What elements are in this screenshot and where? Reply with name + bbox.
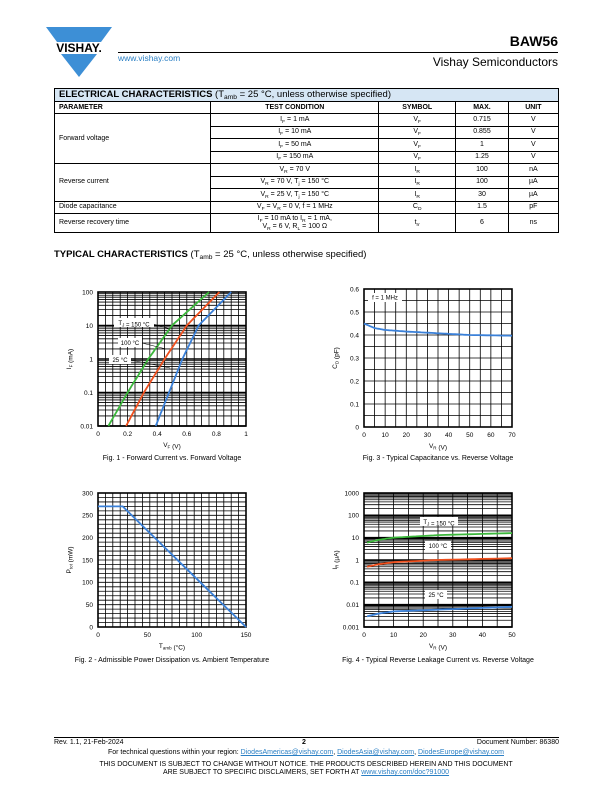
y-tick-label: 0.1 [349, 401, 359, 409]
x-tick-label: 30 [449, 632, 457, 639]
column-header: TEST CONDITION [211, 102, 379, 114]
max-cell: 100 [456, 164, 508, 177]
symbol-cell: $V_F$ [379, 151, 456, 164]
y-tick-label: 0 [355, 424, 359, 432]
symbol-cell: $I_R$ [379, 176, 456, 189]
series-label: 25 °C [428, 592, 444, 599]
condition-cell: $I_F = 50$ mA [211, 139, 379, 152]
leader-line [142, 343, 166, 349]
series-label: $T_J = 150$ °C [118, 320, 150, 329]
max-cell: 30 [456, 189, 508, 202]
annotation-text: f = 1 MHz [372, 295, 398, 302]
condition-cell: $V_R = 70$ V [211, 164, 379, 177]
email-americas-link[interactable]: DiodesAmericas@vishay.com [240, 749, 334, 756]
column-header: UNIT [508, 102, 558, 114]
y-tick-label: 0.4 [349, 332, 359, 340]
y-tick-label: 0.6 [349, 286, 359, 294]
column-header: MAX. [456, 102, 508, 114]
fig4-chart [332, 490, 516, 651]
max-cell: 1.25 [456, 151, 508, 164]
y-tick-label: 0 [89, 624, 93, 632]
y-axis-label: $I_R$ (µA) [332, 550, 341, 570]
series-label: 100 °C [428, 543, 448, 550]
footer-divider [54, 737, 559, 738]
condition-cell: $V_R = 25$ V, $T_j = 150$ °C [211, 189, 379, 202]
max-cell: 0.855 [456, 126, 508, 139]
symbol-cell: $C_D$ [379, 201, 456, 214]
x-tick-label: 0.6 [182, 431, 192, 438]
x-axis-label: $V_R$ (V) [428, 443, 448, 452]
parameter-cell: Reverse recovery time [55, 214, 211, 233]
x-tick-label: 70 [508, 432, 516, 439]
max-cell: 6 [456, 214, 508, 233]
y-axis-label: $I_F$ (mA) [66, 348, 75, 370]
x-axis-label: $V_R$ (V) [428, 643, 448, 652]
y-tick-label: 10 [85, 322, 93, 330]
series-label: $T_J = 150$ °C [423, 519, 455, 528]
y-tick-label: 0.1 [83, 389, 93, 397]
x-tick-label: 40 [444, 432, 453, 439]
unit-cell: µA [508, 176, 558, 189]
document-number: Document Number: 86380 [476, 739, 559, 746]
unit-cell: V [508, 139, 558, 152]
y-tick-label: 0.3 [349, 355, 359, 363]
symbol-cell: $t_{rr}$ [379, 214, 456, 233]
fig2-chart [66, 490, 252, 651]
parameter-cell: Reverse current [55, 164, 211, 202]
x-tick-label: 0 [96, 632, 100, 639]
y-tick-label: 0.01 [80, 423, 93, 431]
y-tick-label: 300 [82, 490, 93, 498]
column-header: PARAMETER [55, 102, 211, 114]
unit-cell: pF [508, 201, 558, 214]
y-tick-label: 150 [82, 557, 93, 565]
max-cell: 1 [456, 139, 508, 152]
revision: Rev. 1.1, 21-Feb-2024 [54, 739, 124, 746]
disclaimer-link[interactable]: www.vishay.com/doc?91000 [361, 769, 450, 776]
y-tick-label: 1000 [344, 490, 359, 498]
y-tick-label: 1 [355, 557, 359, 565]
series-label: 25 °C [112, 357, 128, 364]
x-tick-label: 30 [423, 432, 432, 439]
condition-cell: $I_F = 10$ mA [211, 126, 379, 139]
disclaimer-line-1: THIS DOCUMENT IS SUBJECT TO CHANGE WITHOUT NOTICE. THE PRODUCTS DESCRIBED HEREIN AND THIS DOCUMENT [99, 761, 513, 768]
fig3-chart [332, 286, 516, 451]
symbol-cell: $V_F$ [379, 114, 456, 127]
column-header: SYMBOL [379, 102, 456, 114]
table-title-condition: ($T_{amb} = 25$ °C, unless otherwise specified) [212, 88, 391, 101]
x-tick-label: 20 [402, 432, 410, 439]
unit-cell: V [508, 151, 558, 164]
disclaimer-line-2: ARE SUBJECT TO SPECIFIC DISCLAIMERS, SET FORTH AT www.vishay.com/doc?91000 [162, 769, 450, 776]
unit-cell: ns [508, 214, 558, 233]
page-number: 2 [302, 739, 306, 746]
x-tick-label: 0.4 [152, 431, 162, 438]
website-link[interactable]: www.vishay.com [118, 53, 181, 63]
x-tick-label: 20 [419, 632, 427, 639]
y-axis-label: $C_D$ (pF) [332, 347, 341, 369]
x-tick-label: 60 [487, 432, 495, 439]
division-name: Vishay Semiconductors [432, 55, 558, 69]
x-tick-label: 40 [478, 632, 487, 639]
max-cell: 1.5 [456, 201, 508, 214]
x-tick-label: 10 [389, 632, 398, 639]
x-axis-label: $V_F$ (V) [163, 442, 181, 451]
unit-cell: V [508, 126, 558, 139]
x-tick-label: 150 [240, 632, 252, 639]
fig2-caption: Fig. 2 - Admissible Power Dissipation vs. Ambient Temperature [74, 657, 270, 664]
x-tick-label: 0 [96, 431, 100, 438]
technical-questions: For technical questions within your region: DiodesAmericas@vishay.com, DiodesAsia@vishay.com, DiodesEurope@vishay.com [107, 749, 504, 756]
symbol-cell: $V_F$ [379, 139, 456, 152]
x-axis-label: $T_{amb}$ (°C) [158, 643, 186, 652]
unit-cell: V [508, 114, 558, 127]
x-tick-label: 0.8 [211, 431, 221, 438]
x-tick-label: 50 [466, 432, 474, 439]
condition-cell: $I_F = 10$ mA to $I_R = 1$ mA, $V_R = 6$ V, $R_L = 100$ Ω [211, 214, 379, 233]
max-cell: 100 [456, 176, 508, 189]
y-tick-label: 0.2 [349, 378, 359, 386]
condition-cell: $V_F = V_R = 0$ V, f = 1 MHz [211, 201, 379, 214]
y-tick-label: 250 [82, 512, 93, 520]
x-tick-label: 10 [381, 432, 389, 439]
y-tick-label: 100 [82, 289, 93, 297]
x-tick-label: 50 [508, 632, 516, 639]
svg-text:VISHAY.: VISHAY. [56, 41, 102, 55]
part-number: BAW56 [509, 33, 558, 49]
x-tick-label: 100 [191, 632, 203, 639]
fig4-caption: Fig. 4 - Typical Reverse Leakage Current vs. Reverse Voltage [342, 657, 534, 664]
y-tick-label: 100 [82, 579, 93, 587]
y-tick-label: 1 [89, 356, 93, 364]
fig1-caption: Fig. 1 - Forward Current vs. Forward Voltage [102, 455, 242, 462]
parameter-cell: Forward voltage [55, 114, 211, 164]
unit-cell: nA [508, 164, 558, 177]
series-label: 100 °C [120, 340, 140, 347]
y-tick-label: 0.5 [349, 309, 359, 317]
condition-cell: $I_F = 1$ mA [211, 114, 379, 127]
y-tick-label: 0.1 [349, 579, 359, 587]
typical-characteristics-title: TYPICAL CHARACTERISTICS ($T_{amb} = 25$ °C, unless otherwise specified) [54, 249, 367, 261]
email-asia-link[interactable]: DiodesAsia@vishay.com [337, 749, 415, 756]
email-europe-link[interactable]: DiodesEurope@vishay.com [418, 749, 504, 756]
max-cell: 0.715 [456, 114, 508, 127]
unit-cell: µA [508, 189, 558, 202]
symbol-cell: $I_R$ [379, 164, 456, 177]
parameter-cell: Diode capacitance [55, 201, 211, 214]
table-title-bold: ELECTRICAL CHARACTERISTICS [59, 88, 213, 100]
x-tick-label: 50 [143, 632, 151, 639]
y-tick-label: 10 [351, 534, 359, 542]
symbol-cell: $V_F$ [379, 126, 456, 139]
symbol-cell: $I_R$ [379, 189, 456, 202]
y-tick-label: 0.001 [342, 624, 359, 632]
y-tick-label: 100 [348, 512, 359, 520]
y-tick-label: 0.01 [346, 601, 359, 609]
condition-cell: $I_F = 150$ mA [211, 151, 379, 164]
y-tick-label: 50 [85, 601, 93, 609]
x-tick-label: 0 [362, 632, 366, 639]
fig3-caption: Fig. 3 - Typical Capacitance vs. Reverse Voltage [362, 455, 514, 462]
fig1-chart [66, 289, 248, 450]
x-tick-label: 0.2 [123, 431, 133, 438]
x-tick-label: 1 [244, 431, 248, 438]
condition-cell: $V_R = 70$ V, $T_j = 150$ °C [211, 176, 379, 189]
y-tick-label: 200 [82, 534, 93, 542]
y-axis-label: $P_{tot}$ (mW) [66, 546, 75, 574]
x-tick-label: 0 [362, 432, 366, 439]
